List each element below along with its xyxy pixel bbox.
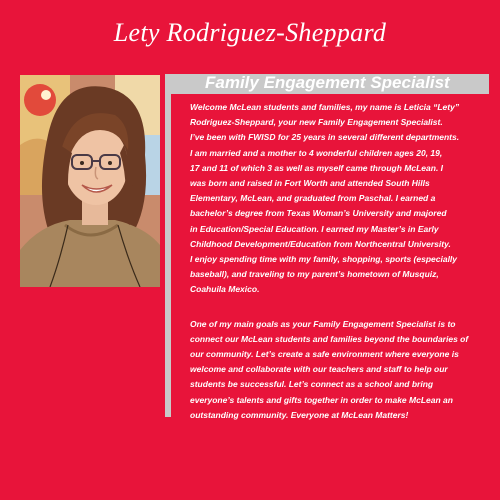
role-title: Family Engagement Specialist: [205, 73, 450, 92]
bio-line: Rodriguez-Sheppard, your new Family Engagement Specialist.: [190, 117, 443, 128]
bio-line: welcome and collaborate with our teachers and staff to help our: [190, 364, 448, 375]
bio-line: 17 and 11 of which 3 as well as myself came through McLean. I: [190, 162, 444, 173]
bio-line: bachelor’s degree from Texas Woman’s University and majored: [190, 208, 447, 219]
page-title: Lety Rodriguez-Sheppard: [113, 18, 387, 47]
bio-line: Childhood Development/Education from Northcentral University.: [190, 238, 451, 249]
bio-line: One of my main goals as your Family Engagement Specialist is to: [190, 318, 456, 329]
bio-line: everyone’s talents and gifts together in order to make McLean an: [190, 394, 453, 405]
bio-line: I enjoy spending time with my family, shopping, sports (especially: [190, 254, 458, 265]
bio-line: Elementary, McLean, and graduated from Paschal. I earned a: [190, 193, 436, 204]
paragraph-gap: [190, 298, 488, 317]
bio-line: Coahuila Mexico.: [190, 284, 260, 295]
bio-line: connect our McLean students and families beyond the boundaries of: [190, 333, 469, 344]
bio-line: I’ve been with FWISD for 25 years in several different departments.: [190, 132, 460, 143]
bio-line: students be successful. Let’s connect as a school and bring: [190, 379, 434, 390]
profile-photo: [20, 75, 160, 287]
bio-text: [190, 100, 488, 423]
bio-line: Welcome McLean students and families, my name is Leticia “Lety”: [190, 102, 460, 112]
bio-line: I am married and a mother to 4 wonderful children ages 20, 19,: [190, 147, 443, 158]
bio-line: outstanding community. Everyone at McLean Matters!: [190, 409, 409, 420]
bio-line: was born and raised in Fort Worth and attended South Hills: [190, 178, 430, 189]
bio-line: baseball), and traveling to my parent’s hometown of Musquiz,: [190, 269, 439, 280]
bio-paragraph-2: [190, 317, 488, 423]
vertical-divider: [165, 74, 171, 417]
bio-paragraph-1: [190, 100, 488, 298]
bio-line: in Education/Special Education. I earned my Master’s in Early: [190, 223, 439, 234]
bio-line: our community. Let’s create a safe environment where everyone is: [190, 349, 459, 360]
